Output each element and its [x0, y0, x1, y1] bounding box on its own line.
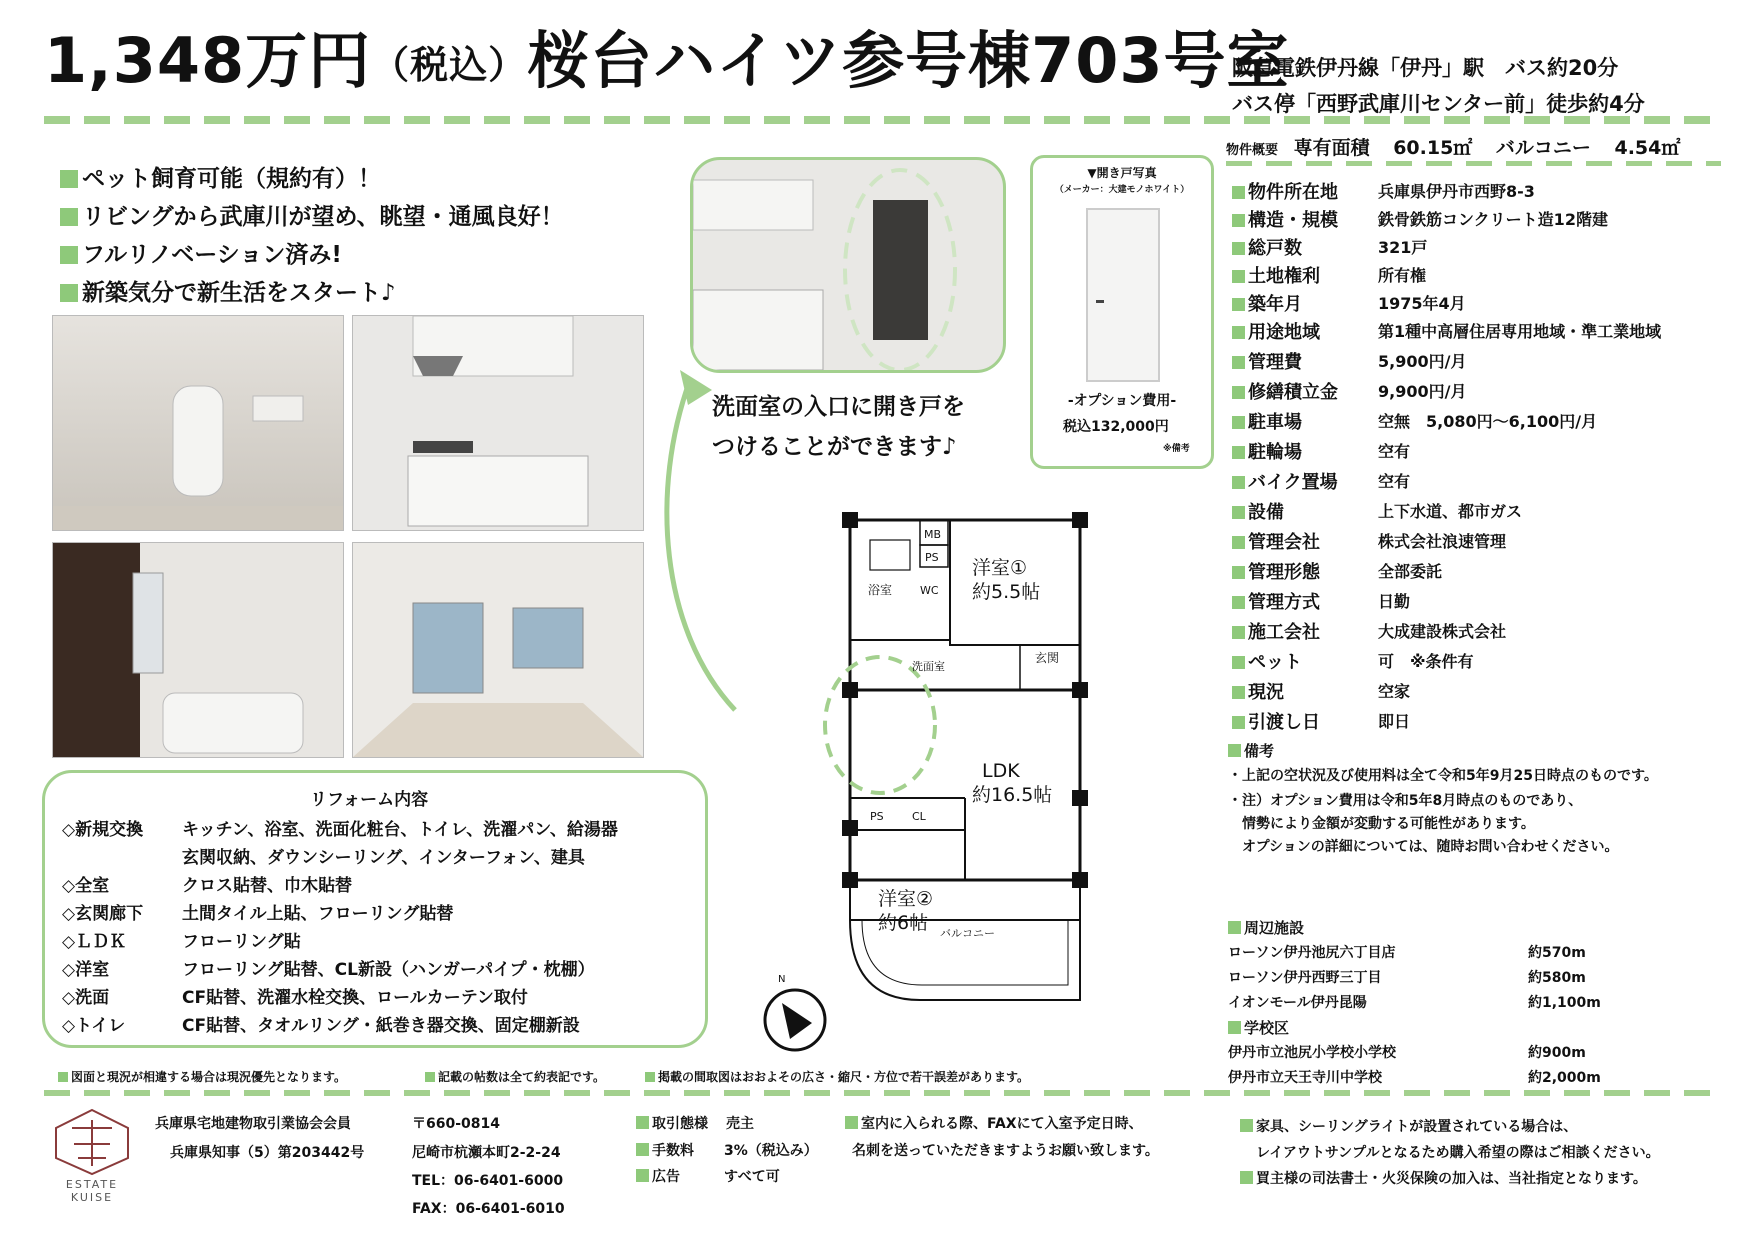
- spec-label: 設備: [1232, 498, 1284, 524]
- spec-label: 駐車場: [1232, 408, 1302, 434]
- note-1: 図面と現況が相違する場合は現況優先となります。: [58, 1068, 346, 1085]
- nearby-item: ローソン伊丹池尻六丁目店 約570m: [1228, 945, 1586, 961]
- spec-value: 321戸: [1378, 238, 1428, 257]
- door-option-price: 税込132,000円: [1063, 419, 1169, 435]
- logo-text: ESTATE KUISE: [65, 1178, 119, 1204]
- summary-line: 物件概要 専有面積 60.15㎡ バルコニー 4.54㎡: [1226, 137, 1681, 159]
- school-item: 伊丹市立天王寺川中学校 約2,000m: [1228, 1070, 1601, 1086]
- room1-label: 洋室①: [972, 557, 1028, 579]
- spec-value: 日勤: [1378, 592, 1411, 611]
- page-title: [44, 24, 1290, 97]
- tax-label: （税込）: [371, 42, 528, 87]
- note-3: 掲載の間取図はおおよその広さ・縮尺・方位で若干誤差があります。: [645, 1068, 1029, 1085]
- compass-icon: [760, 985, 830, 1055]
- bathroom-illustration: [53, 543, 343, 757]
- nearby-heading: 周辺施設: [1228, 917, 1304, 938]
- spec-value: 兵庫県伊丹市西野8-3: [1378, 182, 1535, 201]
- genkan-label: 玄関: [1035, 651, 1060, 665]
- spec-label: 物件所在地: [1232, 178, 1338, 204]
- spec-label: 駐輪場: [1232, 438, 1302, 464]
- spec-label: 引渡し日: [1232, 708, 1320, 734]
- phone: TEL：06-6401-6000: [412, 1173, 564, 1189]
- spec-value: 可 ※条件有: [1378, 652, 1474, 671]
- company-logo-icon: [52, 1108, 132, 1176]
- room2-label: 洋室②: [878, 888, 934, 910]
- toilet-illustration: [53, 316, 343, 530]
- spec-value: 大成建設株式会社: [1378, 622, 1507, 641]
- ps2-label: PS: [870, 810, 884, 823]
- furniture-note-2: レイアウトサンプルとなるため購入希望の際はご相談ください。: [1256, 1145, 1660, 1161]
- spec-label: 現況: [1232, 678, 1284, 704]
- spec-value: 空無 5,080円～6,100円/月: [1378, 412, 1598, 431]
- reform-row: ◇洋室 フローリング貼替、CL新設（ハンガーパイプ・枕棚）: [62, 960, 595, 980]
- fee: 手数料 3%（税込み）: [636, 1140, 818, 1160]
- senmen-label: 洗面室: [912, 660, 945, 673]
- visit-note-1: 室内に入られる際、FAXにて入室予定日時、: [845, 1113, 1143, 1133]
- spec-label: 管理費: [1232, 348, 1302, 374]
- footer-divider: [44, 1090, 1724, 1096]
- door-option-label: -オプション費用-: [1067, 393, 1177, 409]
- kitchen-photo: [352, 315, 644, 531]
- remarks-line: ・上記の空状況及び使用料は全て令和5年9月25日時点のものです。: [1228, 768, 1658, 784]
- zip-code: 〒660-0814: [412, 1116, 500, 1132]
- door-heading: ▼開き戸写真: [1087, 166, 1157, 180]
- spec-value: 全部委託: [1378, 562, 1443, 581]
- reform-row: ◇トイレ CF貼替、タオルリング・紙巻き器交換、固定棚新設: [62, 1016, 580, 1036]
- school-item: 伊丹市立池尻小学校小学校 約900m: [1228, 1045, 1586, 1061]
- cl-label: CL: [912, 810, 926, 823]
- spec-value: 空有: [1378, 472, 1411, 491]
- assoc-member: 兵庫県宅地建物取引業協会会員: [155, 1116, 351, 1132]
- bathroom-photo: [52, 542, 344, 758]
- spec-value: 空家: [1378, 682, 1411, 701]
- feature-item: リビングから武庫川が望め、眺望・通風良好！: [60, 198, 564, 231]
- spec-label: 修繕積立金: [1232, 378, 1338, 404]
- fax: FAX：06-6401-6010: [412, 1201, 565, 1217]
- advertising: 広告 すべて可: [636, 1166, 780, 1186]
- north-label: N: [778, 974, 786, 985]
- access-line-2: バス停「西野武庫川センター前」徒歩約4分: [1232, 92, 1645, 116]
- spec-label: バイク置場: [1232, 468, 1338, 494]
- door-image: [1086, 208, 1160, 382]
- room2-size: 約6帖: [878, 912, 929, 934]
- spec-label: 管理会社: [1232, 528, 1320, 554]
- reform-row: ◇新規交換 キッチン、浴室、洗面化粧台、トイレ、洗濯パン、給湯器: [62, 820, 618, 840]
- toilet-photo: [52, 315, 344, 531]
- kitchen-illustration: [353, 316, 643, 530]
- room-photo: [352, 542, 644, 758]
- spec-value: 1975年4月: [1378, 294, 1466, 313]
- school-heading: 学校区: [1228, 1017, 1289, 1038]
- spec-label: 構造・規模: [1232, 206, 1338, 232]
- room-illustration: [353, 543, 643, 757]
- header-divider: [44, 116, 1724, 124]
- spec-value: 所有権: [1378, 266, 1427, 285]
- spec-label: 施工会社: [1232, 618, 1320, 644]
- license-no: 兵庫県知事（5）第203442号: [170, 1145, 365, 1161]
- spec-value: 5,900円/月: [1378, 352, 1467, 371]
- feature-item: ペット飼育可能（規約有）！: [60, 160, 381, 193]
- door-photo-box: [1030, 155, 1214, 469]
- summary-divider: [1226, 161, 1721, 166]
- wc-label: WC: [920, 584, 939, 597]
- remarks-line: ・注）オプション費用は令和5年8月時点のものであり、: [1228, 793, 1583, 809]
- ldk-label: LDK: [982, 760, 1020, 782]
- furniture-note-1: 家具、シーリングライトが設置されている場合は、: [1240, 1116, 1577, 1136]
- spec-value: 空有: [1378, 442, 1411, 461]
- mb-label: MB: [924, 528, 942, 541]
- door-caption-2: つけることができます♪: [712, 434, 957, 460]
- reform-row: ◇全室 クロス貼替、巾木貼替: [62, 876, 352, 896]
- spec-value: 第1種中高層住居専用地域・準工業地域: [1378, 322, 1662, 341]
- spec-label: 管理形態: [1232, 558, 1320, 584]
- spec-value: 即日: [1378, 712, 1411, 731]
- balcony-label: バルコニー: [940, 927, 995, 940]
- spec-value: 株式会社浪速管理: [1378, 532, 1507, 551]
- note-2: 記載の帖数は全て約表記です。: [425, 1068, 605, 1085]
- remarks-line: 情勢により金額が変動する可能性があります。: [1228, 816, 1535, 832]
- feature-item: 新築気分で新生活をスタート♪: [60, 274, 396, 307]
- spec-label: 総戸数: [1232, 234, 1302, 260]
- door-location-illustration: [693, 160, 1003, 370]
- spec-value: 上下水道、都市ガス: [1378, 502, 1523, 521]
- reform-row: ◇洗面 CF貼替、洗濯水栓交換、ロールカーテン取付: [62, 988, 528, 1008]
- spec-value: 鉄骨鉄筋コンクリート造12階建: [1378, 210, 1608, 229]
- feature-item: フルリノベーション済み!: [60, 236, 342, 269]
- remarks-heading: 備考: [1228, 740, 1274, 761]
- room1-size: 約5.5帖: [972, 581, 1041, 603]
- access-line-1: 阪急電鉄伊丹線「伊丹」駅 バス約20分: [1232, 56, 1619, 80]
- door-maker: （メーカー：大建モノホワイト）: [1054, 185, 1190, 195]
- spec-value: 9,900円/月: [1378, 382, 1467, 401]
- spec-label: 用途地域: [1232, 318, 1320, 344]
- spec-label: 土地権利: [1232, 262, 1320, 288]
- furniture-note-3: 買主様の司法書士・火災保険の加入は、当社指定となります。: [1240, 1168, 1647, 1188]
- bath-label: 浴室: [868, 583, 893, 597]
- nearby-item: イオンモール伊丹昆陽 約1,100m: [1228, 995, 1601, 1011]
- spec-label: 築年月: [1232, 290, 1302, 316]
- door-caption-1: 洗面室の入口に開き戸を: [712, 394, 965, 420]
- remarks-line: オプションの詳細については、随時お問い合わせください。: [1228, 839, 1619, 855]
- reform-title: リフォーム内容: [310, 790, 429, 810]
- nearby-item: ローソン伊丹西野三丁目 約580m: [1228, 970, 1586, 986]
- visit-note-2: 名刺を送っていただきますようお願い致します。: [852, 1143, 1159, 1159]
- ldk-size: 約16.5帖: [972, 784, 1053, 806]
- reform-row: ◇ＬＤＫ フローリング貼: [62, 932, 301, 952]
- floor-plan: [750, 490, 1100, 1060]
- price: 1,348万円: [44, 24, 372, 97]
- ps-label: PS: [925, 551, 939, 564]
- property-name: 桜台ハイツ参号棟703号室: [527, 24, 1290, 97]
- reform-row: ◇玄関廊下 土間タイル上貼、フローリング貼替: [62, 904, 454, 924]
- spec-label: ペット: [1232, 648, 1302, 674]
- door-location-photo: [690, 157, 1006, 373]
- door-note: ※備考: [1163, 444, 1190, 454]
- address: 尼崎市杭瀬本町2-2-24: [412, 1145, 561, 1161]
- spec-label: 管理方式: [1232, 588, 1320, 614]
- deal-type: 取引態様 売主: [636, 1113, 754, 1133]
